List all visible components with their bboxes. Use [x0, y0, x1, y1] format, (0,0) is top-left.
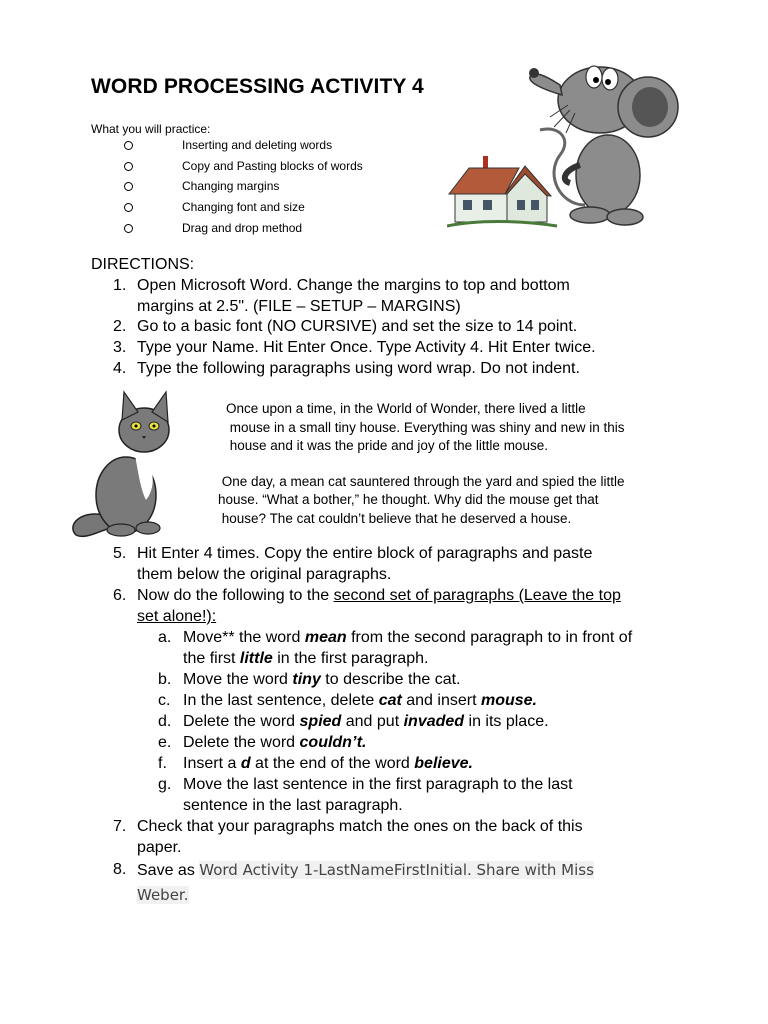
house-clipart-icon: [447, 156, 559, 228]
substep-d: d. Delete the word spied and put invaded in its place.: [158, 713, 549, 730]
circle-bullet-icon: [124, 182, 133, 191]
substep-g: g. Move the last sentence in the first paragraph to the last sentence in the last paragraph.: [158, 776, 573, 814]
circle-bullet-icon: [124, 141, 133, 150]
circle-bullet-icon: [124, 224, 133, 233]
step-4: 4. Type the following paragraphs using word wrap. Do not indent.: [113, 359, 580, 377]
step-3: 3. Type your Name. Hit Enter Once. Type Activity 4. Hit Enter twice.: [113, 339, 596, 357]
practice-heading: What you will practice:: [91, 122, 211, 136]
substep-e: e. Delete the word couldn’t.: [158, 734, 367, 751]
circle-bullet-icon: [124, 203, 133, 212]
sample-paragraphs: [218, 400, 688, 528]
save-filename-text: Word Activity 1-LastNameFirstInitial. Share with Miss: [199, 861, 594, 879]
directions-label: DIRECTIONS:: [91, 256, 195, 273]
step-8: 8. Save as Word Activity 1-LastNameFirstInitial. Share with Miss Weber.: [113, 861, 594, 904]
substep-c: c. In the last sentence, delete cat and insert mouse.: [158, 692, 537, 709]
substep-b: b. Move the word tiny to describe the cat.: [158, 671, 461, 688]
step-1: 1. Open Microsoft Word. Change the margins to top and bottom margins at 2.5". (FILE – SETUP – MARGINS): [113, 277, 570, 315]
step-7: 7. Check that your paragraphs match the ones on the back of this paper.: [113, 818, 583, 856]
sample-paragraph-1: Once upon a time, in the World of Wonder, there lived a little mouse in a small tiny house. Everything was shiny and new in this house and it was the pride and joy of the little mouse.: [226, 401, 625, 453]
circle-bullet-icon: [124, 162, 133, 171]
save-filename-text-cont: Weber.: [137, 886, 189, 904]
step-5: 5. Hit Enter 4 times. Copy the entire block of paragraphs and paste them below the original paragraphs.: [113, 545, 593, 583]
step-6: 6. Now do the following to the second set of paragraphs (Leave the top set alone!):: [113, 587, 621, 625]
page-title: WORD PROCESSING ACTIVITY 4: [91, 75, 424, 98]
sample-paragraph-2: One day, a mean cat sauntered through the yard and spied the little house. “What a bother,” he thought. Why did the mouse get that house? The cat couldn’t believe that he deserved a house.: [218, 473, 625, 526]
directions-steps: [91, 276, 691, 380]
substep-a: a. Move** the word mean from the second paragraph to in front of the first little in the first paragraph.: [158, 629, 633, 667]
directions-steps-continued: [91, 543, 691, 908]
cat-clipart-icon: [66, 390, 178, 540]
substep-f: f. Insert a d at the end of the word believe.: [158, 755, 473, 772]
step-2: 2. Go to a basic font (NO CURSIVE) and set the size to 14 point.: [113, 318, 578, 336]
